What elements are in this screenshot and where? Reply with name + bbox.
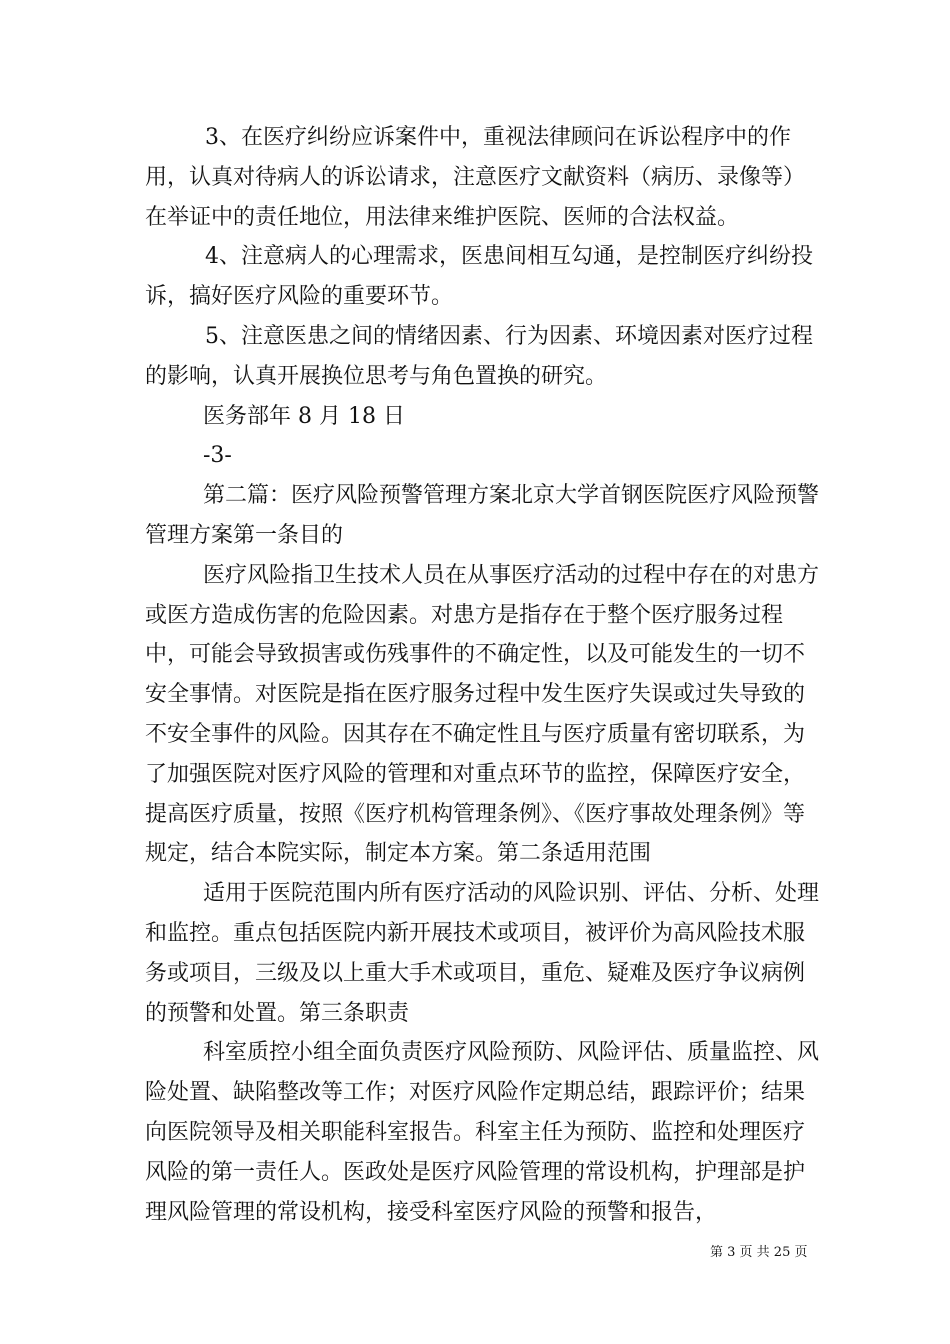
paragraph-scope: 适用于医院范围内所有医疗活动的风险识别、评估、分析、处理和监控。重点包括医院内新开展技术或项目，被评价为高风险技术服务或项目，三级及以上重大手术或项目，重危、疑难及医疗争议病例的预警和处置。第三条职责 [145, 881, 820, 1026]
document-body [145, 118, 820, 1232]
paragraph-purpose: 医疗风险指卫生技术人员在从事医疗活动的过程中存在的对患方或医方造成伤害的危险因素。对患方是指存在于整个医疗服务过程中，可能会导致损害或伤残事件的不确定性，以及可能发生的一切不安全事情。对医院是指在医疗服务过程中发生医疗失误或过失导致的不安全事件的风险。因其存在不确定性且与医疗质量有密切联系，为了加强医院对医疗风险的管理和对重点环节的监控，保障医疗安全，提高医疗质量，按照《医疗机构管理条例》、《医疗事故处理条例》等规定，结合本院实际，制定本方案。第二条适用范围 [145, 562, 820, 867]
signature-date: 医务部年 8 月 18 日 [203, 403, 405, 429]
page-marker: -3- [203, 443, 232, 469]
section-heading: 第二篇：医疗风险预警管理方案北京大学首钢医院医疗风险预警管理方案第一条目的 [145, 483, 820, 548]
paragraph-item-3: 3、在医疗纠纷应诉案件中，重视法律顾问在诉讼程序中的作用，认真对待病人的诉讼请求，注意医疗文献资料（病历、录像等）在举证中的责任地位，用法律来维护医院、医师的合法权益。 [145, 125, 806, 230]
paragraph-item-5: 5、注意医患之间的情绪因素、行为因素、环境因素对医疗过程的影响，认真开展换位思考与角色置换的研究。 [145, 323, 813, 389]
paragraph-item-4: 4、注意病人的心理需求，医患间相互勾通，是控制医疗纠纷投诉，搞好医疗风险的重要环节。 [145, 244, 813, 310]
page-number-footer: 第 3 页 共 25 页 [710, 1245, 808, 1260]
paragraph-duties: 科室质控小组全面负责医疗风险预防、风险评估、质量监控、风险处置、缺陷整改等工作；对医疗风险作定期总结，跟踪评价；结果向医院领导及相关职能科室报告。科室主任为预防、监控和处理医疗风险的第一责任人。医政处是医疗风险管理的常设机构，护理部是护理风险管理的常设机构，接受科室医疗风险的预警和报告， [145, 1040, 820, 1225]
